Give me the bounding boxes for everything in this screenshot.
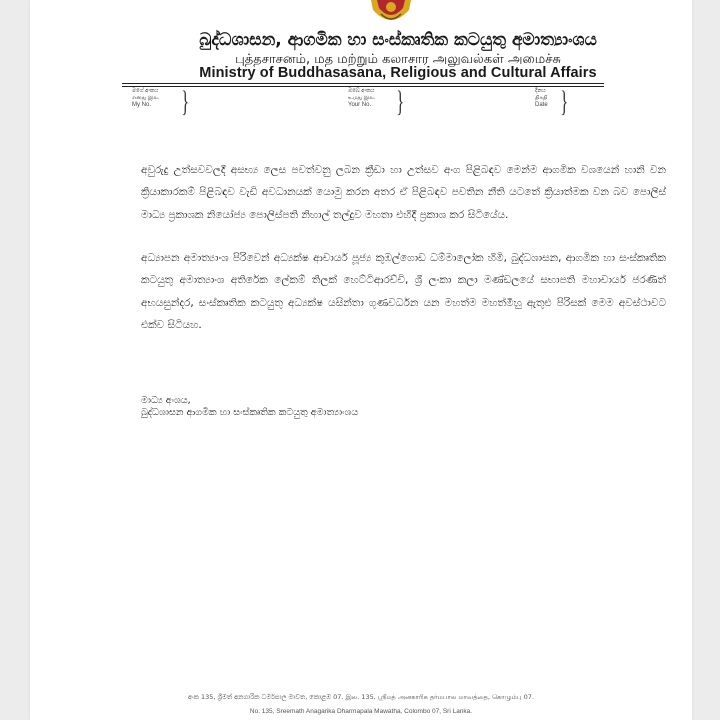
my-number-brace: }	[181, 85, 190, 118]
ministry-title-sinhala: බුද්ධශාසන, ආගමික හා සංස්කෘතික කටයුතු අමාත්‍යාංශය	[199, 30, 597, 50]
ministry-title-english: Ministry of Buddhasasana, Religious and Cultural Affairs	[199, 65, 597, 81]
body-paragraph: අවුරුදු උත්සවවලදී අසභ්‍ය ලෙස පවත්වනු ලබන ක්‍රීඩා හා උත්සව අංග පිළිබඳව මෙන්ම ආගමික වශයෙන් හානි වන ක්‍රියාකාරකම් පිළිබඳව වැඩි අවධානයක් යොමු කරන අතර ඒ පිළිබඳව පවතින නීති යටතේ ක්‍රියාත්මක වන බව පොලිස් මාධ්‍ය ප්‍රකාශක නියෝජ්‍ය පොලිස්පති නිහාල් තල්දුව මහතා එහිදී ප්‍රකාශ කර සිටියේය.	[141, 163, 666, 221]
your-number-english: Your No.	[348, 102, 372, 108]
date-label	[535, 88, 548, 109]
header-rule	[122, 86, 604, 87]
date-tamil: திகதி	[535, 95, 548, 101]
your-number-tamil: உமது இல.	[348, 95, 376, 101]
my-number-tamil: எனது இல.	[132, 95, 160, 101]
date-brace: }	[560, 85, 569, 118]
your-number-label	[348, 88, 375, 109]
ministry-title-tamil: புத்தசாசனம், மத மற்றும் கலாசார அலுவல்கள் அமைச்சு	[235, 52, 561, 67]
header-rule	[122, 83, 604, 84]
footer-address-local: අංක 135, ශ්‍රීමත් අනගාරික ධර්මපාල මාවත, කොළඹ 07. இல. 135, ஸ்ரீமத் அனகாரிக தர்மபால மாவத்தை, கொழும்பு 07.	[187, 693, 535, 701]
footer-address-english: No. 135, Sreemath Anagarika Dharmapala Mawatha, Colombo 07, Sri Lanka.	[249, 708, 473, 715]
my-number-label	[132, 88, 159, 109]
my-number-sinhala: මගේ අංකය	[132, 88, 159, 94]
my-number-english: My No.	[132, 102, 152, 108]
your-number-brace: }	[396, 85, 405, 118]
letter-page	[30, 0, 692, 720]
your-number-sinhala: ඔබේ අංකය	[348, 88, 375, 94]
signature-ministry: බුද්ධශාසන ආගමික හා සංස්කෘතික කටයුතු අමාත්‍යාංශය	[141, 407, 359, 418]
body-paragraph: අධ්‍යාපන අමාත්‍යාංශ පිරිවෙන් අධ්‍යක්ෂ ආචාර්ය පූජ්‍ය කුඹල්ගොඩ ධම්මාලෝක හිමි, බුද්ධශාසන, ආගමික හා සංස්කෘතික කටයුතු අමාත්‍යාංශ අතිරේක ලේකම් තිලක් හෙට්ටිආරච්චි, ශ්‍රී ලංකා කලා මණ්ඩලයේ සභාපති මහාචාර්ය ජරණිත් අභයසුන්දර, සංස්කෘතික කටයුතු අධ්‍යක්ෂ යසින්තා ගුණවර්ධන යන මහත්ම මහත්මීහු ඇතුළු පිරිසක් මෙම අවස්ථාවට එක්ව සිටියහ.	[141, 251, 666, 331]
state-emblem-icon	[363, 0, 419, 24]
date-sinhala: දිනය	[535, 88, 546, 94]
date-english: Date	[535, 102, 548, 108]
signature-department: මාධ්‍ය අංශය,	[141, 395, 191, 406]
